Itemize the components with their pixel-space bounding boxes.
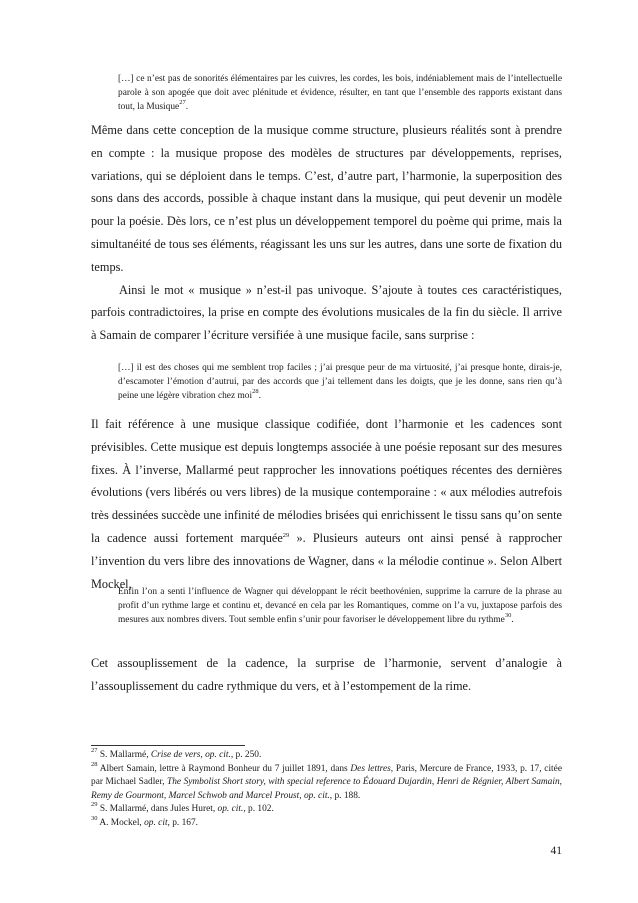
footnote-opcit: op. cit (144, 817, 168, 828)
footnote-number: 27 (91, 747, 98, 754)
quote-text: […] ce n’est pas de sonorités élémentaires par les cuivres, les cordes, les bois, indéniablement mais de l’intellectuelle parole à son apogée que doit avec plénitude et évidence, résulter, en tant que l’ensemble des rapports existant dans tout, la Musique (118, 74, 562, 112)
quote-end: . (185, 101, 189, 112)
footnote-text: S. Mallarmé, (97, 750, 151, 760)
block-quote-mockel (118, 586, 562, 627)
footnote-text: , (200, 750, 206, 760)
footnote-title: Des lettres (350, 763, 391, 774)
paragraph-structure (91, 119, 562, 347)
footnote-opcit: op. cit. (205, 750, 231, 760)
quote-text: Enfin l’on a senti l’influence de Wagner qui développant le récit beethovénien, supprime la carrure de la phrase au profit d’un rythme large et continu et, devancé en cela par les Romantiques, comme on l’a vu, juxtapose parfois des mesures aux nombres divers. Tout semble enfin s’unir pour favoriser le développement libre du rythme (118, 587, 562, 625)
footnote-number: 29 (91, 801, 98, 809)
footnote-text: , p. 250. (230, 750, 262, 760)
footnote-text: , Paris, Mercure de France, 1933, p. 17, citée par Michael Sadler, (91, 763, 562, 788)
quote-end: . (258, 390, 261, 401)
footnote-separator (91, 745, 245, 746)
footnotes (91, 749, 562, 831)
quote-end: . (511, 614, 514, 625)
paragraph-text-cont: ». Plusieurs auteurs ont ainsi pensé à rapprocher l’invention du vers libre des innovations de Wagner, dans « la mélodie continue ». Selon Albert Mockel, (91, 530, 562, 591)
footnote-ref[interactable]: 27 (179, 98, 186, 106)
block-quote-mallarme (118, 73, 562, 114)
paragraph-wagner (91, 413, 562, 595)
block-quote-samain (118, 362, 562, 403)
footnote-text: , p. 102. (243, 804, 274, 815)
footnote-ref[interactable]: 29 (282, 531, 290, 539)
footnote-27 (91, 749, 562, 763)
footnote-30 (91, 814, 562, 831)
footnote-29 (91, 803, 562, 817)
footnote-opcit: op. cit. (303, 790, 330, 801)
footnote-number: 28 (91, 760, 98, 768)
paragraph-text: Il fait référence à une musique classique codifiée, dont l’harmonie et les cadences sont prévisibles. Cette musique est depuis longtemps associée à une poésie reposant sur des mesures fixes. À l’inverse, Mallarmé peut rapprocher les innovations poétiques récentes des dernières évolutions (vers libérés ou vers libres) de la musique contemporaine : « aux mélodies autrefois très dessinées succède une infinité de mélodies brisées qui enrichissent le tissu sans qu’on sente la cadence aussi fortement marquée (91, 417, 562, 545)
paragraph-text: Même dans cette conception de la musique comme structure, plusieurs réalités sont à prendre en compte : la musique propose des modèles de structures par développements, reprises, variations, qui se déploient dans le temps. C’est, d’autre part, l’harmonie, la superposition des sons dans des accords, possible à chaque instant dans la musique, qui peut devenir un modèle pour la poésie. Dès lors, ce n’est plus un développement temporel du poème qui prime, mais la simultanéité de tous ses éléments, réagissant les uns sur les autres, dans une sorte de fixation du temps. (91, 123, 562, 274)
footnote-28 (91, 760, 563, 804)
footnote-text: , p. 188. (329, 790, 361, 801)
footnote-title: The Symbolist Short story, with special reference to Édouard Dujardin, Henri de Régnier, Albert Samain, Remy de Gourmont, Marcel Schwob and Marcel Proust (91, 777, 563, 801)
footnote-title: Crise de vers (150, 750, 201, 760)
footnote-text: , p. 167. (167, 817, 199, 828)
page-number: 41 (550, 845, 562, 857)
footnote-number: 30 (91, 814, 98, 822)
paragraph-text-musique: Ainsi le mot « musique » n’est-il pas univoque. S’ajoute à toutes ces caractéristiques, parfois contradictoires, la prise en compte des évolutions musicales de la fin du siècle. Il arrive à Samain de comparer l’écriture versifiée à une musique facile, sans surprise : (91, 282, 562, 343)
footnote-text: , (299, 790, 304, 801)
footnote-ref[interactable]: 30 (504, 611, 512, 619)
quote-text: […] il est des choses qui me semblent trop faciles ; j’ai presque peur de ma virtuosité, j’ai presque honte, dirais-je, d’escamoter l’émotion d’autrui, par des accords que j’ai tellement dans les doigts, que je les donne, sans rien qu’à peine une légère vibration chez moi (118, 363, 562, 401)
footnote-text: A. Mockel, (97, 817, 145, 828)
footnote-opcit: op. cit. (217, 804, 244, 815)
footnote-text: Albert Samain, lettre à Raymond Bonheur du 7 juillet 1891, dans (97, 763, 351, 774)
footnote-ref[interactable]: 28 (252, 387, 259, 395)
footnote-text: S. Mallarmé, dans Jules Huret, (97, 804, 218, 815)
paragraph-assouplissement (91, 652, 562, 698)
paragraph-text: Cet assouplissement de la cadence, la surprise de l’harmonie, servent d’analogie à l’assouplissement du cadre rythmique du vers, et à l’estompement de la rime. (91, 656, 562, 693)
